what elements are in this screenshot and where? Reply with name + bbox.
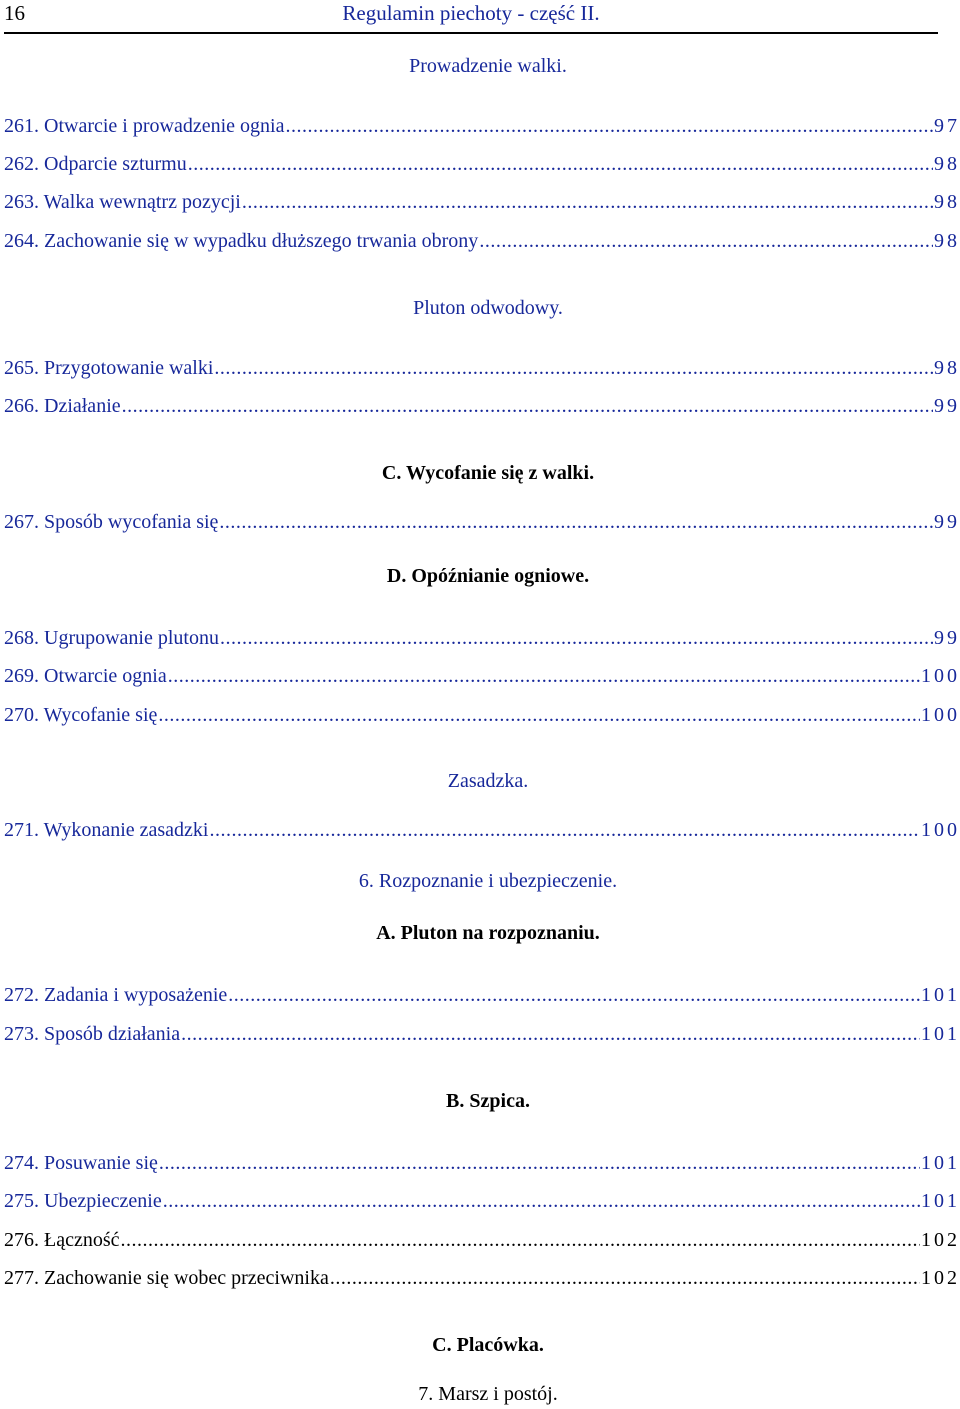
toc-entry-page: 101	[921, 1023, 960, 1045]
toc-entry-label: 261. Otwarcie i prowadzenie ognia	[4, 115, 285, 137]
toc-entry-label: 268. Ugrupowanie plutonu	[4, 627, 219, 649]
section-heading-opoznianie: D. Opóźnianie ogniowe.	[386, 565, 590, 587]
toc-entry-page: 98	[934, 191, 960, 213]
toc-entry-page: 100	[921, 665, 960, 687]
toc-entry-label: 266. Działanie	[4, 395, 121, 417]
running-title[interactable]: Regulamin piechoty - część II.	[342, 1, 600, 25]
toc-entry-label: 276. Łączność	[4, 1229, 120, 1251]
toc-entry-label: 269. Otwarcie ognia	[4, 665, 167, 687]
section-heading-pluton-odwodowy[interactable]: Pluton odwodowy.	[413, 297, 563, 319]
toc-entry-261[interactable]	[4, 114, 960, 138]
dot-leader	[121, 1228, 920, 1252]
toc-entry-page: 98	[934, 357, 960, 379]
toc-entry-271[interactable]	[4, 818, 960, 842]
toc-entry-264[interactable]	[4, 229, 960, 253]
toc-entry-262[interactable]	[4, 152, 960, 176]
dot-leader	[122, 394, 933, 418]
dot-leader	[163, 1189, 920, 1213]
dot-leader	[220, 626, 933, 650]
toc-entry-page: 101	[921, 1152, 960, 1174]
toc-entry-page: 98	[934, 153, 960, 175]
toc-entry-272[interactable]	[4, 983, 960, 1007]
toc-entry-label: 270. Wycofanie się	[4, 704, 158, 726]
toc-entry-page: 99	[934, 511, 960, 533]
dot-leader	[214, 356, 933, 380]
toc-entry-label: 265. Przygotowanie walki	[4, 357, 214, 379]
dot-leader	[330, 1266, 920, 1290]
toc-entry-page: 102	[921, 1267, 960, 1289]
toc-entry-274[interactable]	[4, 1151, 960, 1175]
running-header	[4, 0, 938, 34]
section-heading-rozpoznanie[interactable]: 6. Rozpoznanie i ubezpieczenie.	[358, 870, 618, 892]
toc-entry-label: 275. Ubezpieczenie	[4, 1190, 162, 1212]
toc-entry-label: 263. Walka wewnątrz pozycji	[4, 191, 241, 213]
toc-entry-263[interactable]	[4, 190, 960, 214]
dot-leader	[228, 983, 920, 1007]
toc-entry-page: 97	[934, 115, 960, 137]
toc-entry-label: 264. Zachowanie się w wypadku dłuższego trwania obrony	[4, 230, 479, 252]
toc-entry-label: 272. Zadania i wyposażenie	[4, 984, 228, 1006]
toc-entry-page: 102	[921, 1229, 960, 1251]
dot-leader	[209, 818, 920, 842]
toc-entry-270[interactable]	[4, 703, 960, 727]
toc-entry-page: 98	[934, 230, 960, 252]
page-number: 16	[4, 1, 25, 25]
toc-entry-label: 271. Wykonanie zasadzki	[4, 819, 209, 841]
toc-entry-label: 267. Sposób wycofania się	[4, 511, 219, 533]
dot-leader	[242, 190, 933, 214]
toc-entry-273[interactable]	[4, 1022, 960, 1046]
section-heading-pluton-rozpoznanie: A. Pluton na rozpoznaniu.	[376, 922, 600, 944]
toc-entry-275[interactable]	[4, 1189, 960, 1213]
dot-leader	[219, 510, 933, 534]
section-heading-wycofanie: C. Wycofanie się z walki.	[381, 462, 595, 484]
toc-entry-267[interactable]	[4, 510, 960, 534]
toc-entry-label: 273. Sposób działania	[4, 1023, 181, 1045]
toc-entry-277[interactable]	[4, 1266, 960, 1290]
toc-entry-page: 101	[921, 1190, 960, 1212]
toc-entry-276[interactable]	[4, 1228, 960, 1252]
section-heading-marsz: 7. Marsz i postój.	[418, 1383, 558, 1405]
toc-entry-265[interactable]	[4, 356, 960, 380]
toc-entry-page: 100	[921, 704, 960, 726]
dot-leader	[158, 703, 920, 727]
toc-entry-page: 99	[934, 627, 960, 649]
toc-entry-268[interactable]	[4, 626, 960, 650]
dot-leader	[159, 1151, 920, 1175]
section-heading-prowadzenie[interactable]: Prowadzenie walki.	[409, 55, 567, 77]
dot-leader	[188, 152, 933, 176]
dot-leader	[479, 229, 933, 253]
section-heading-szpica: B. Szpica.	[446, 1090, 530, 1112]
toc-entry-269[interactable]	[4, 664, 960, 688]
toc-entry-page: 99	[934, 395, 960, 417]
toc-entry-label: 277. Zachowanie się wobec przeciwnika	[4, 1267, 329, 1289]
dot-leader	[285, 114, 933, 138]
toc-entry-page: 101	[921, 984, 960, 1006]
toc-entry-266[interactable]	[4, 394, 960, 418]
toc-entry-label: 274. Posuwanie się	[4, 1152, 158, 1174]
section-heading-zasadzka[interactable]: Zasadzka.	[447, 770, 529, 792]
dot-leader	[181, 1022, 920, 1046]
dot-leader	[168, 664, 920, 688]
section-heading-placowka: C. Placówka.	[432, 1334, 544, 1356]
toc-entry-label: 262. Odparcie szturmu	[4, 153, 187, 175]
toc-entry-page: 100	[921, 819, 960, 841]
